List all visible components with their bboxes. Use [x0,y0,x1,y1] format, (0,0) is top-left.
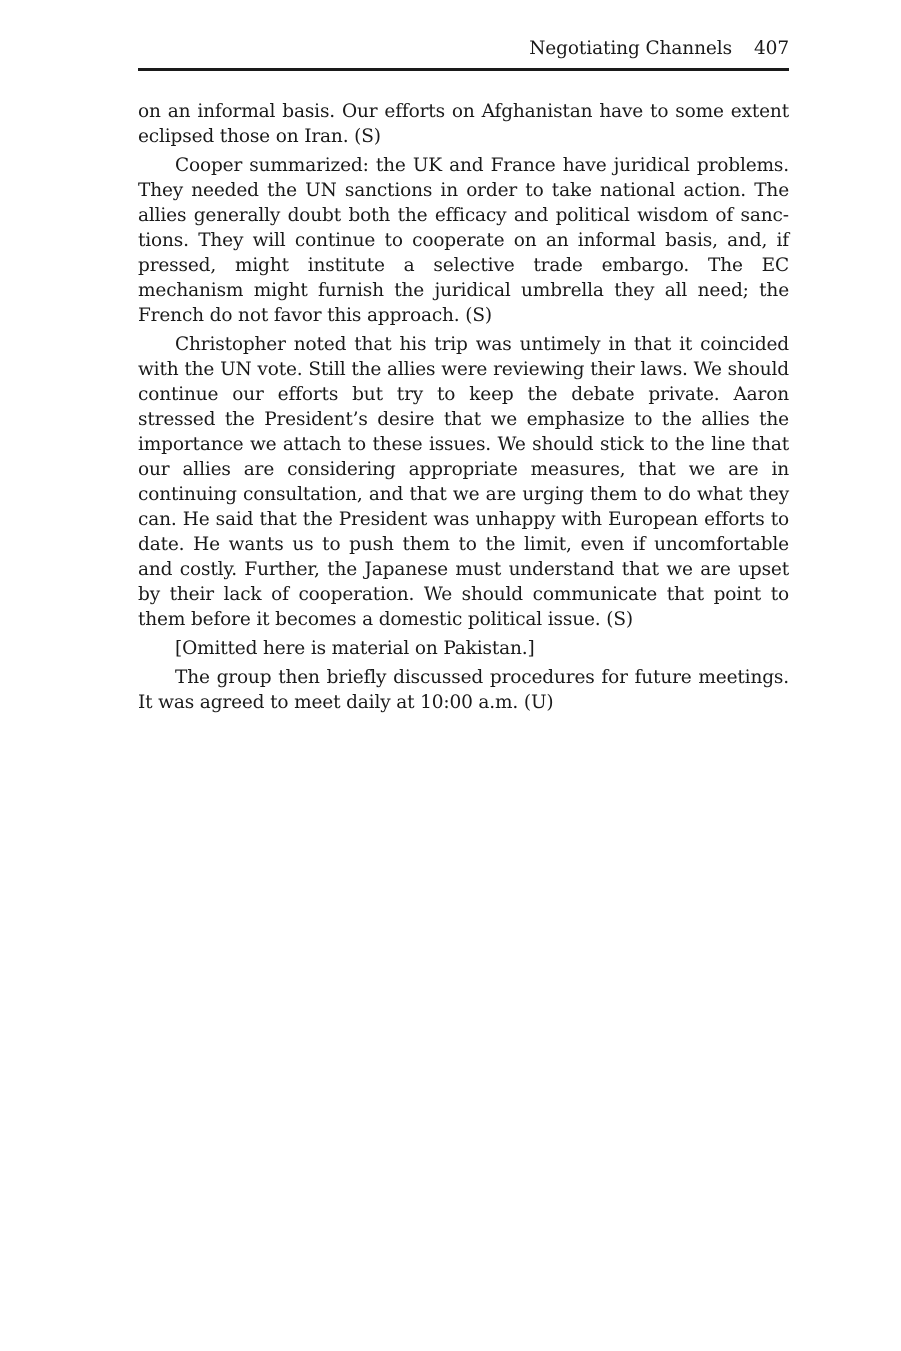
paragraph-omitted-note: [Omitted here is material on Pakistan.] [175,638,535,659]
body-text [138,99,789,715]
running-title: Negotiating Channels [529,38,732,59]
page-number: 407 [753,38,789,59]
header-rule [138,68,789,71]
running-header [138,36,789,64]
paragraph-cooper-summary: Cooper summarized: the UK and France have juridical problems. They needed the UN sanctions in order to take national action. The allies generally doubt both the efficacy and political wisdom of sanctions. They will continue to cooperate on an informal basis, and, if pressed, might institute a selective trade embargo. The EC mechanism might furnish the juridical umbrella they all need; the French do not favor this approach. (S) [138,155,789,326]
paragraph-christopher: Christopher noted that his trip was untimely in that it coincided with the UN vote. Still the allies were reviewing their laws. We should continue our efforts but try to keep the debate private. Aaron stressed the President’s desire that we emphasize to the allies the importance we attach to these issues. We should stick to the line that our allies are considering appropriate measures, that we are in continuing consultation, and that we are urging them to do what they can. He said that the President was unhappy with European efforts to date. He wants us to push them to the limit, even if uncomfortable and costly. Further, the Japanese must understand that we are upset by their lack of cooperation. We should communicate that point to them before it becomes a domestic political issue. (S) [138,334,789,630]
paragraph-procedures: The group then briefly discussed procedures for future meetings. It was agreed to meet daily at 10:00 a.m. (U) [138,667,789,713]
document-page [138,36,789,719]
paragraph-continuation: on an informal basis. Our efforts on Afghanistan have to some extent eclipsed those on Iran. (S) [138,101,789,147]
